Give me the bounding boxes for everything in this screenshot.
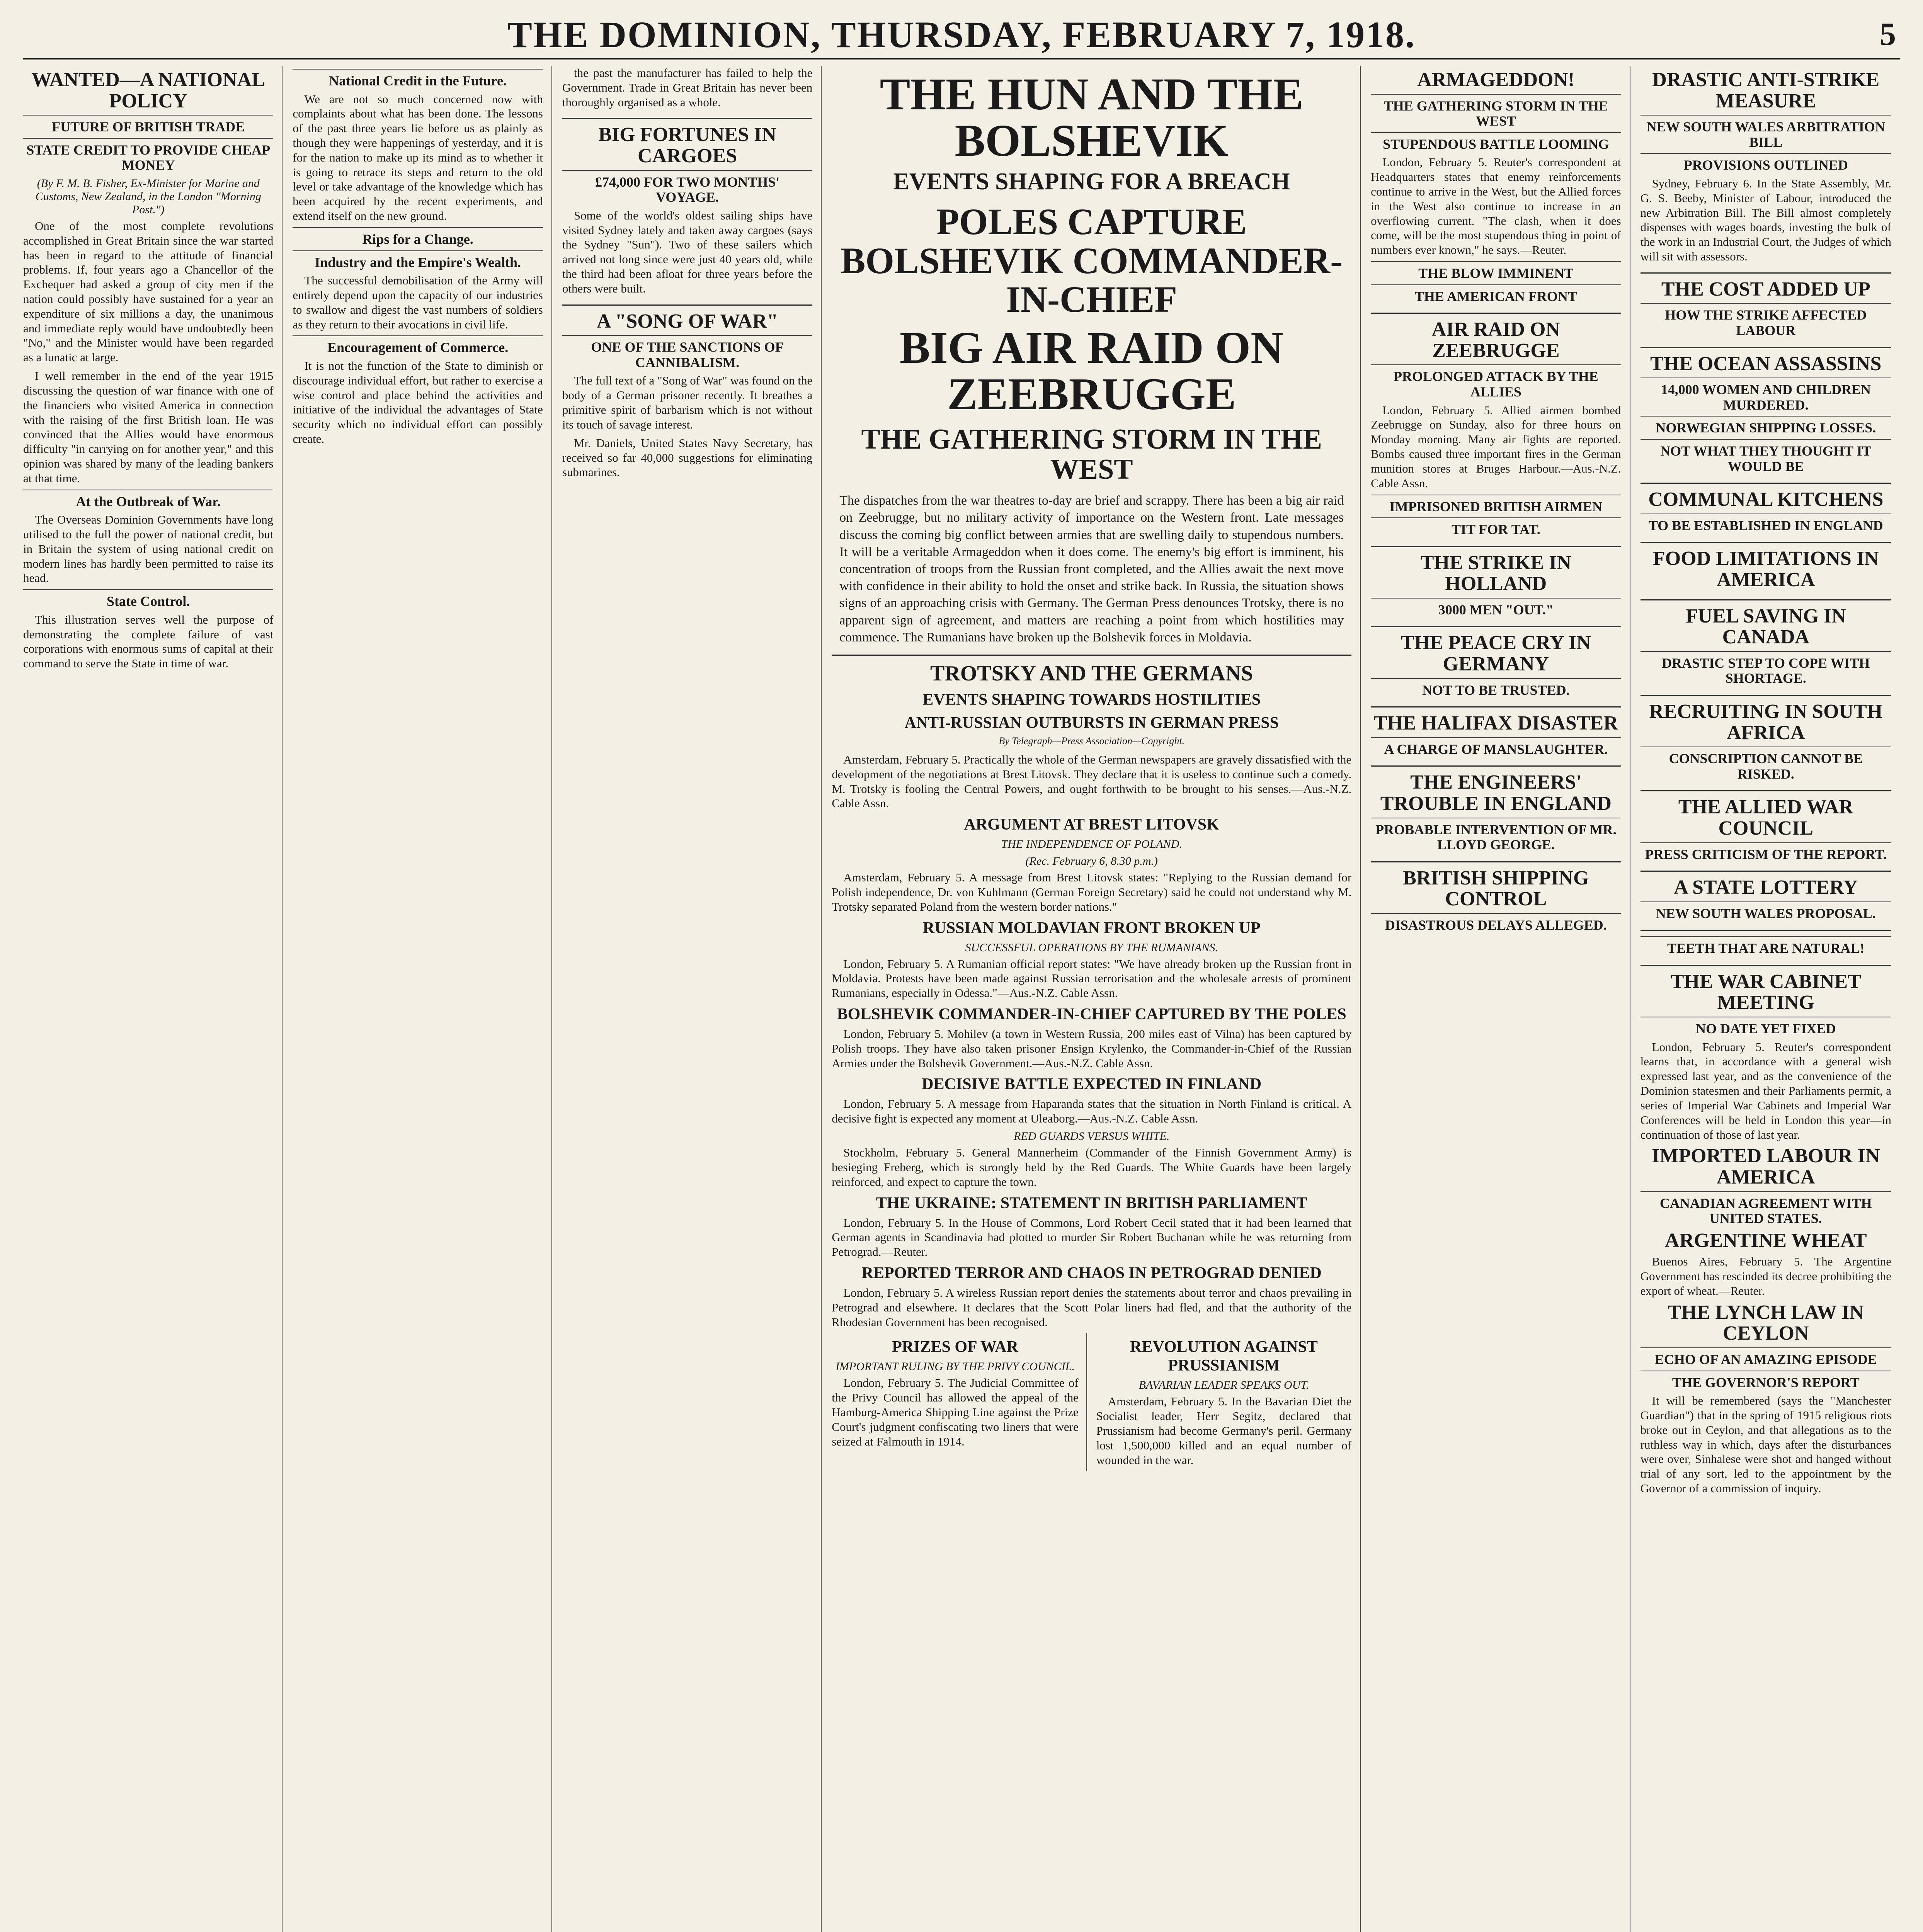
- prizes-article: [832, 1333, 1087, 1471]
- article-subhead: PROVISIONS OUTLINED: [1641, 153, 1891, 173]
- advertisement-headline: TEETH THAT ARE NATURAL!: [1641, 936, 1891, 956]
- article-headline: WANTED—A NATIONAL POLICY: [31, 69, 265, 112]
- article-subhead: DISASTROUS DELAYS ALLEGED.: [1371, 913, 1621, 933]
- dateline: RED GUARDS VERSUS WHITE.: [1014, 1130, 1170, 1143]
- paragraph: Stockholm, February 5. General Mannerheim (Commander of the Finnish Government Army) is besieging Freberg, which is strongly held by the Red Guards. The White Guards have been largely reinforced, and expect to capture the town.: [832, 1146, 1352, 1189]
- article-headline: THE STRIKE IN HOLLAND: [1420, 551, 1571, 595]
- column-3: [562, 66, 822, 1932]
- paragraph: Some of the world's oldest sailing ships have visited Sydney lately and taken away cargoes (says the Sydney "Sun"). Two of these sailers which arrived not long since were just 40 years old, while the third had been afloat for three years before the others were built.: [562, 208, 813, 295]
- paragraph: London, February 5. A wireless Russian report denies the statements about terror and chaos prevailing in Petrograd and elsewhere. It declares that the Scott Polar liners had fled, and that the authority of the Rhodesian Government has been recognised.: [832, 1286, 1352, 1329]
- article-headline: TROTSKY AND THE GERMANS: [930, 661, 1253, 685]
- article-subhead: PROLONGED ATTACK BY THE ALLIES: [1371, 364, 1621, 400]
- article-subhead: DRASTIC STEP TO COPE WITH SHORTAGE.: [1641, 651, 1891, 686]
- centre-feature: [832, 66, 1361, 1932]
- article-headline: DRASTIC ANTI-STRIKE MEASURE: [1652, 69, 1880, 112]
- column-7: [1641, 66, 1900, 1932]
- divider: [1641, 599, 1891, 600]
- article-subhead: THE GOVERNOR'S REPORT: [1641, 1371, 1891, 1391]
- article-subhead: RUSSIAN MOLDAVIAN FRONT BROKEN UP: [922, 919, 1261, 937]
- article-subhead: PROBABLE INTERVENTION OF MR. LLOYD GEORGE.: [1371, 818, 1621, 853]
- article-subhead: PRIZES OF WAR: [892, 1338, 1018, 1356]
- divider: [832, 655, 1351, 656]
- article-headline: THE WAR CABINET MEETING: [1670, 970, 1861, 1014]
- two-column-block: [832, 1333, 1351, 1471]
- wire-credit: By Telegraph—Press Association—Copyright.: [999, 735, 1185, 747]
- divider: [562, 118, 812, 119]
- paragraph: London, February 5. Reuter's correspondent learns that, in accordance with a general wish expressed last year, and as the convenience of the Dominion statesmen and their Parliaments permit, a series of Imperial War Cabinets and Imperial War Conferences will be held in London this year—in continuation of those of last year.: [1640, 1040, 1891, 1141]
- article-headline: AIR RAID ON ZEEBRUGGE: [1431, 318, 1560, 362]
- dateline: IMPORTANT RULING BY THE PRIVY COUNCIL.: [836, 1360, 1075, 1373]
- lead-paragraph: The dispatches from the war theatres to-day are brief and scrappy. There has been a big air raid on Zeebrugge, but no military activity of importance on the Western front. Late messages discuss the coming big conflict between armies that are swelling daily to stupendous numbers. It will be a veritable Armageddon when it does come. The enemy's big effort is imminent, his concentration of troops from the Russian front completed, and the Allies await the next move with confidence in their ability to hold the onset and strike back. In Russia, the situation shows signs of an approaching crisis with Germany. The German Press denounces Trotsky, there is no apparent sign of agreement, and matters are reaching a point from which hostilities may commence. The Rumanians have broken up the Bolshevik forces in Moldavia.: [839, 493, 1344, 645]
- paragraph: London, February 5. The Judicial Committee of the Privy Council has allowed the appeal of the Hamburg-America Shipping Line against the Prize Court's judgment confiscating two liners that were seized at Falmouth in 1914.: [832, 1376, 1079, 1448]
- divider: [1641, 965, 1891, 966]
- paragraph: It will be remembered (says the "Manchester Guardian") that in the spring of 1915 religious riots broke out in Ceylon, and that allegations as to the ruthless way in which, days after the disturbances were over, Sinhalese were shot and hanged without trial of any sort, led to the appointment by the Governor of a commission of inquiry.: [1640, 1394, 1891, 1495]
- article-subhead: 14,000 WOMEN AND CHILDREN MURDERED.: [1641, 378, 1891, 413]
- paragraph: London, February 5. Allied airmen bombed Zeebrugge on Sunday, also for three hours on Monday morning. Many air fights are reported. Bombs caused three important fires in the German munition stores at Bruges Harbour.—Aus.-N.Z. Cable Assn.: [1371, 403, 1621, 490]
- article-subhead: THE GATHERING STORM IN THE WEST: [1371, 94, 1621, 129]
- paragraph: The full text of a "Song of War" was found on the body of a German prisoner recently. It breathes a primitive spirit of barbarism which is not without its touch of savage interest.: [562, 374, 813, 431]
- article-subhead: NOT WHAT THEY THOUGHT IT WOULD BE: [1641, 439, 1891, 474]
- article-headline: RECRUITING IN SOUTH AFRICA: [1649, 700, 1883, 744]
- divider: [1641, 695, 1891, 696]
- paragraph: London, February 5. Mohilev (a town in Western Russia, 200 miles east of Vilna) has been captured by Polish troops. They have also taken prisoner Ensign Krylenko, the Commander-in-Chief of the Russian Armies under the Bolshevik Government.—Aus.-N.Z. Cable Assn.: [832, 1027, 1352, 1070]
- article-subhead: DECISIVE BATTLE EXPECTED IN FINLAND: [922, 1075, 1262, 1094]
- paragraph: Amsterdam, February 5. In the Bavarian Diet the Socialist leader, Herr Segitz, declared that Prussianism had become Germany's peril. Germany lost 1,500,000 killed and an equal number of wounded in the war.: [1096, 1395, 1352, 1467]
- section-subhead: State Control.: [23, 589, 273, 609]
- article-subhead: THE UKRAINE: STATEMENT IN BRITISH PARLIAMENT: [876, 1194, 1307, 1212]
- byline: (By F. M. B. Fisher, Ex-Minister for Marine and Customs, New Zealand, in the London "Morning Post."): [35, 177, 261, 216]
- section-subhead: Rips for a Change.: [293, 227, 543, 247]
- divider: [1641, 483, 1891, 484]
- paragraph: The Overseas Dominion Governments have long utilised to the full the power of national credit, but in Britain the system of using national credit on modern lines has hardly been permitted to raise its head.: [23, 513, 274, 585]
- divider: [1371, 861, 1621, 862]
- article-subhead: NOT TO BE TRUSTED.: [1371, 678, 1621, 698]
- divider: [1641, 347, 1891, 348]
- section-subhead: At the Outbreak of War.: [23, 490, 273, 510]
- article-subhead: TO BE ESTABLISHED IN ENGLAND: [1641, 514, 1891, 534]
- divider: [1371, 765, 1621, 767]
- article-headline: THE ENGINEERS' TROUBLE IN ENGLAND: [1380, 771, 1612, 815]
- section-subhead: Encouragement of Commerce.: [293, 335, 543, 355]
- article-headline: THE ALLIED WAR COUNCIL: [1678, 796, 1853, 839]
- article-headline: THE PEACE CRY IN GERMANY: [1401, 632, 1591, 675]
- article-subhead: HOW THE STRIKE AFFECTED LABOUR: [1641, 303, 1891, 338]
- article-subhead: CANADIAN AGREEMENT WITH UNITED STATES.: [1641, 1191, 1891, 1226]
- paragraph: This illustration serves well the purpose of demonstrating the complete failure of vast corporations with enormous sums of capital at their command to serve the State in time of war.: [23, 612, 274, 670]
- article-subhead: ECHO OF AN AMAZING EPISODE: [1641, 1347, 1891, 1367]
- article-headline: BRITISH SHIPPING CONTROL: [1403, 867, 1589, 910]
- paragraph: the past the manufacturer has failed to help the Government. Trade in Great Britain has never been thoroughly organised as a whole.: [562, 66, 813, 109]
- page-columns: [23, 66, 1900, 1932]
- divider: [1641, 790, 1891, 791]
- divider: [1371, 313, 1621, 314]
- article-headline: FOOD LIMITATIONS IN AMERICA: [1652, 548, 1879, 591]
- article-headline: A "SONG OF WAR": [596, 310, 778, 332]
- divider: [1641, 871, 1891, 872]
- paragraph: Amsterdam, February 5. Practically the whole of the German newspapers are gravely dissatisfied with the development of the negotiations at Brest Litovsk. They declare that it is useless to continue such a comedy. M. Trotsky is fooling the Central Powers, and ought forthwith to be brought to his senses.—Aus.-N.Z. Cable Assn.: [832, 752, 1352, 810]
- paragraph: Sydney, February 6. In the State Assembly, Mr. G. S. Beeby, Minister of Labour, introduced the new Arbitration Bill. The Bill almost completely dispenses with wages boards, investing the bulk of the work in an Industrial Court, the Judges of which will sit with assessors.: [1640, 176, 1891, 264]
- paragraph: Buenos Aires, February 5. The Argentine Government has rescinded its decree prohibiting the export of wheat.—Reuter.: [1640, 1255, 1891, 1298]
- column-6: [1371, 66, 1630, 1932]
- article-subhead: STATE CREDIT TO PROVIDE CHEAP MONEY: [23, 138, 273, 173]
- paragraph: Mr. Daniels, United States Navy Secretary, has received so far 40,000 suggestions for eliminating submarines.: [562, 436, 813, 479]
- divider: [1371, 546, 1621, 547]
- page-number: 5: [1880, 16, 1896, 52]
- banner-headline: THE GATHERING STORM IN THE WEST: [861, 423, 1322, 485]
- paragraph: It is not the function of the State to diminish or discourage individual effort, but rather to exercise a wise control and place behind the activities and initiative of the individual the advantages of State security which no individual effort can possibly create.: [293, 359, 543, 446]
- revolution-article: [1096, 1333, 1351, 1471]
- article-headline: ARMAGEDDON!: [1417, 69, 1575, 91]
- paragraph: I well remember in the end of the year 1915 discussing the question of war finance with one of the financiers who visited America in connection with the raising of the first British loan. He was convinced that the Allies would have enormous difficulty "in carrying on for another year," and this opinion was shared by many of the leading bankers at that time.: [23, 369, 274, 485]
- article-subhead: BOLSHEVIK COMMANDER-IN-CHIEF CAPTURED BY THE POLES: [837, 1005, 1346, 1024]
- article-subhead: REPORTED TERROR AND CHAOS IN PETROGRAD DENIED: [861, 1264, 1322, 1282]
- column-1: [23, 66, 282, 1932]
- section-subhead: Industry and the Empire's Wealth.: [293, 250, 543, 270]
- dateline: (Rec. February 6, 8.30 p.m.): [1025, 855, 1158, 868]
- main-banner-headline: THE HUN AND THE BOLSHEVIK: [880, 69, 1304, 166]
- article-subhead: PRESS CRITICISM OF THE REPORT.: [1641, 842, 1891, 862]
- article-subhead: TIT FOR TAT.: [1371, 517, 1621, 537]
- article-subhead: NEW SOUTH WALES ARBITRATION BILL: [1641, 115, 1891, 150]
- article-subhead: NORWEGIAN SHIPPING LOSSES.: [1641, 416, 1891, 436]
- paragraph: One of the most complete revolutions accomplished in Great Britain since the war started has been in regard to the attitude of financial problems. If, four years ago a Chancellor of the Exchequer had asked a group of city men if the nation could possibly have sustained for a year an expenditure of six millions a day, the unanimous and immediate reply would have undoubtedly been "No," and the Minister would have been regarded as a lunatic at large.: [23, 219, 274, 364]
- divider: [562, 304, 812, 306]
- article-subhead: ARGUMENT AT BREST LITOVSK: [964, 816, 1219, 834]
- article-headline: COMMUNAL KITCHENS: [1648, 488, 1884, 511]
- paragraph: London, February 5. In the House of Commons, Lord Robert Cecil stated that it had been learned that German agents in Scandinavia had plotted to murder Sir Robert Buchanan while he was returning from Petrograd.—Reuter.: [832, 1216, 1352, 1259]
- article-headline: ARGENTINE WHEAT: [1665, 1229, 1867, 1252]
- newspaper-title: THE DOMINION, THURSDAY, FEBRUARY 7, 1918.: [507, 14, 1416, 55]
- divider: [1371, 626, 1621, 627]
- article-subhead: ONE OF THE SANCTIONS OF CANNIBALISM.: [562, 335, 812, 370]
- paragraph: We are not so much concerned now with complaints about what has been done. The lessons of the past three years lie before us as plainly as though they were happenings of yesterday, and it is for the nation to make up its mind as to whether it is going to retrace its steps and return to the old level or take advantage of the knowledge which has been acquired by the recent experiments, and extend itself on the new ground.: [293, 92, 543, 223]
- banner-headline: BIG AIR RAID ON ZEEBRUGGE: [900, 322, 1284, 420]
- dateline: BAVARIAN LEADER SPEAKS OUT.: [1138, 1379, 1309, 1392]
- paragraph: London, February 5. A message from Haparanda states that the situation in North Finland is critical. A decisive fight is expected any moment at Uleaborg.—Aus.-N.Z. Cable Assn.: [832, 1097, 1352, 1126]
- banner-headline: POLES CAPTURE BOLSHEVIK COMMANDER-IN-CHIEF: [841, 201, 1343, 320]
- article-subhead: £74,000 FOR TWO MONTHS' VOYAGE.: [562, 170, 812, 205]
- article-headline: FUEL SAVING IN CANADA: [1685, 605, 1846, 648]
- column-2: [293, 66, 552, 1932]
- article-subhead: ANTI-RUSSIAN OUTBURSTS IN GERMAN PRESS: [904, 714, 1279, 732]
- article-headline: THE COST ADDED UP: [1661, 278, 1870, 300]
- article-headline: A STATE LOTTERY: [1674, 876, 1858, 899]
- article-subhead: A CHARGE OF MANSLAUGHTER.: [1371, 737, 1621, 757]
- paragraph: Amsterdam, February 5. A message from Brest Litovsk states: "Replying to the Russian demand for Polish independence, Dr. von Kuhlmann (German Foreign Secretary) said he could not understand why M. Trotsky separated Poland from the western border nations.": [832, 871, 1352, 913]
- article-subhead: 3000 MEN "OUT.": [1371, 598, 1621, 618]
- article-headline: BIG FORTUNES IN CARGOES: [598, 124, 776, 167]
- article-subhead: STUPENDOUS BATTLE LOOMING: [1371, 132, 1621, 152]
- article-subhead: CONSCRIPTION CANNOT BE RISKED.: [1641, 747, 1891, 782]
- dateline: THE INDEPENDENCE OF POLAND.: [1001, 838, 1182, 851]
- article-subhead: NEW SOUTH WALES PROPOSAL.: [1641, 901, 1891, 922]
- article-subhead: NO DATE YET FIXED: [1641, 1017, 1891, 1037]
- section-subhead: National Credit in the Future.: [293, 69, 543, 89]
- article-subhead: THE BLOW IMMINENT: [1371, 261, 1621, 281]
- article-subhead: THE AMERICAN FRONT: [1371, 284, 1621, 304]
- paragraph: London, February 5. Reuter's correspondent at Headquarters states that enemy reinforcements continue to arrive in the West, but the Allied forces in the West also continue to increase in an overflowing current. "The clash, when it does come, will be the most stupendous thing in point of numbers ever known," he says.—Reuter.: [1371, 155, 1621, 257]
- paragraph: London, February 5. A Rumanian official report states: "We have already broken up the Russian front in Moldavia. Protests have been made against Russian terrorisation and the wholesale arrests of prominent Rumanians, especially in Odessa."—Aus.-N.Z. Cable Assn.: [832, 957, 1352, 1000]
- article-subhead: IMPRISONED BRITISH AIRMEN: [1371, 495, 1621, 515]
- article-headline: THE OCEAN ASSASSINS: [1650, 352, 1882, 375]
- dateline: SUCCESSFUL OPERATIONS BY THE RUMANIANS.: [965, 941, 1218, 954]
- paragraph: The successful demobilisation of the Army will entirely depend upon the capacity of our industries to swallow and digest the vast numbers of soldiers as they return to their avocations in civil life.: [293, 274, 543, 331]
- article-headline: THE LYNCH LAW IN CEYLON: [1668, 1301, 1864, 1345]
- banner-subhead: EVENTS SHAPING FOR A BREACH: [893, 168, 1290, 195]
- divider: [1641, 272, 1891, 274]
- article-headline: THE HALIFAX DISASTER: [1373, 712, 1618, 735]
- divider: [1641, 542, 1891, 543]
- article-headline: IMPORTED LABOUR IN AMERICA: [1652, 1145, 1880, 1188]
- masthead: [23, 12, 1900, 60]
- divider: [1371, 706, 1621, 707]
- article-subhead: EVENTS SHAPING TOWARDS HOSTILITIES: [922, 690, 1261, 709]
- divider: [1641, 930, 1891, 931]
- article-subhead: FUTURE OF BRITISH TRADE: [23, 115, 273, 135]
- article-subhead: REVOLUTION AGAINST PRUSSIANISM: [1130, 1338, 1318, 1375]
